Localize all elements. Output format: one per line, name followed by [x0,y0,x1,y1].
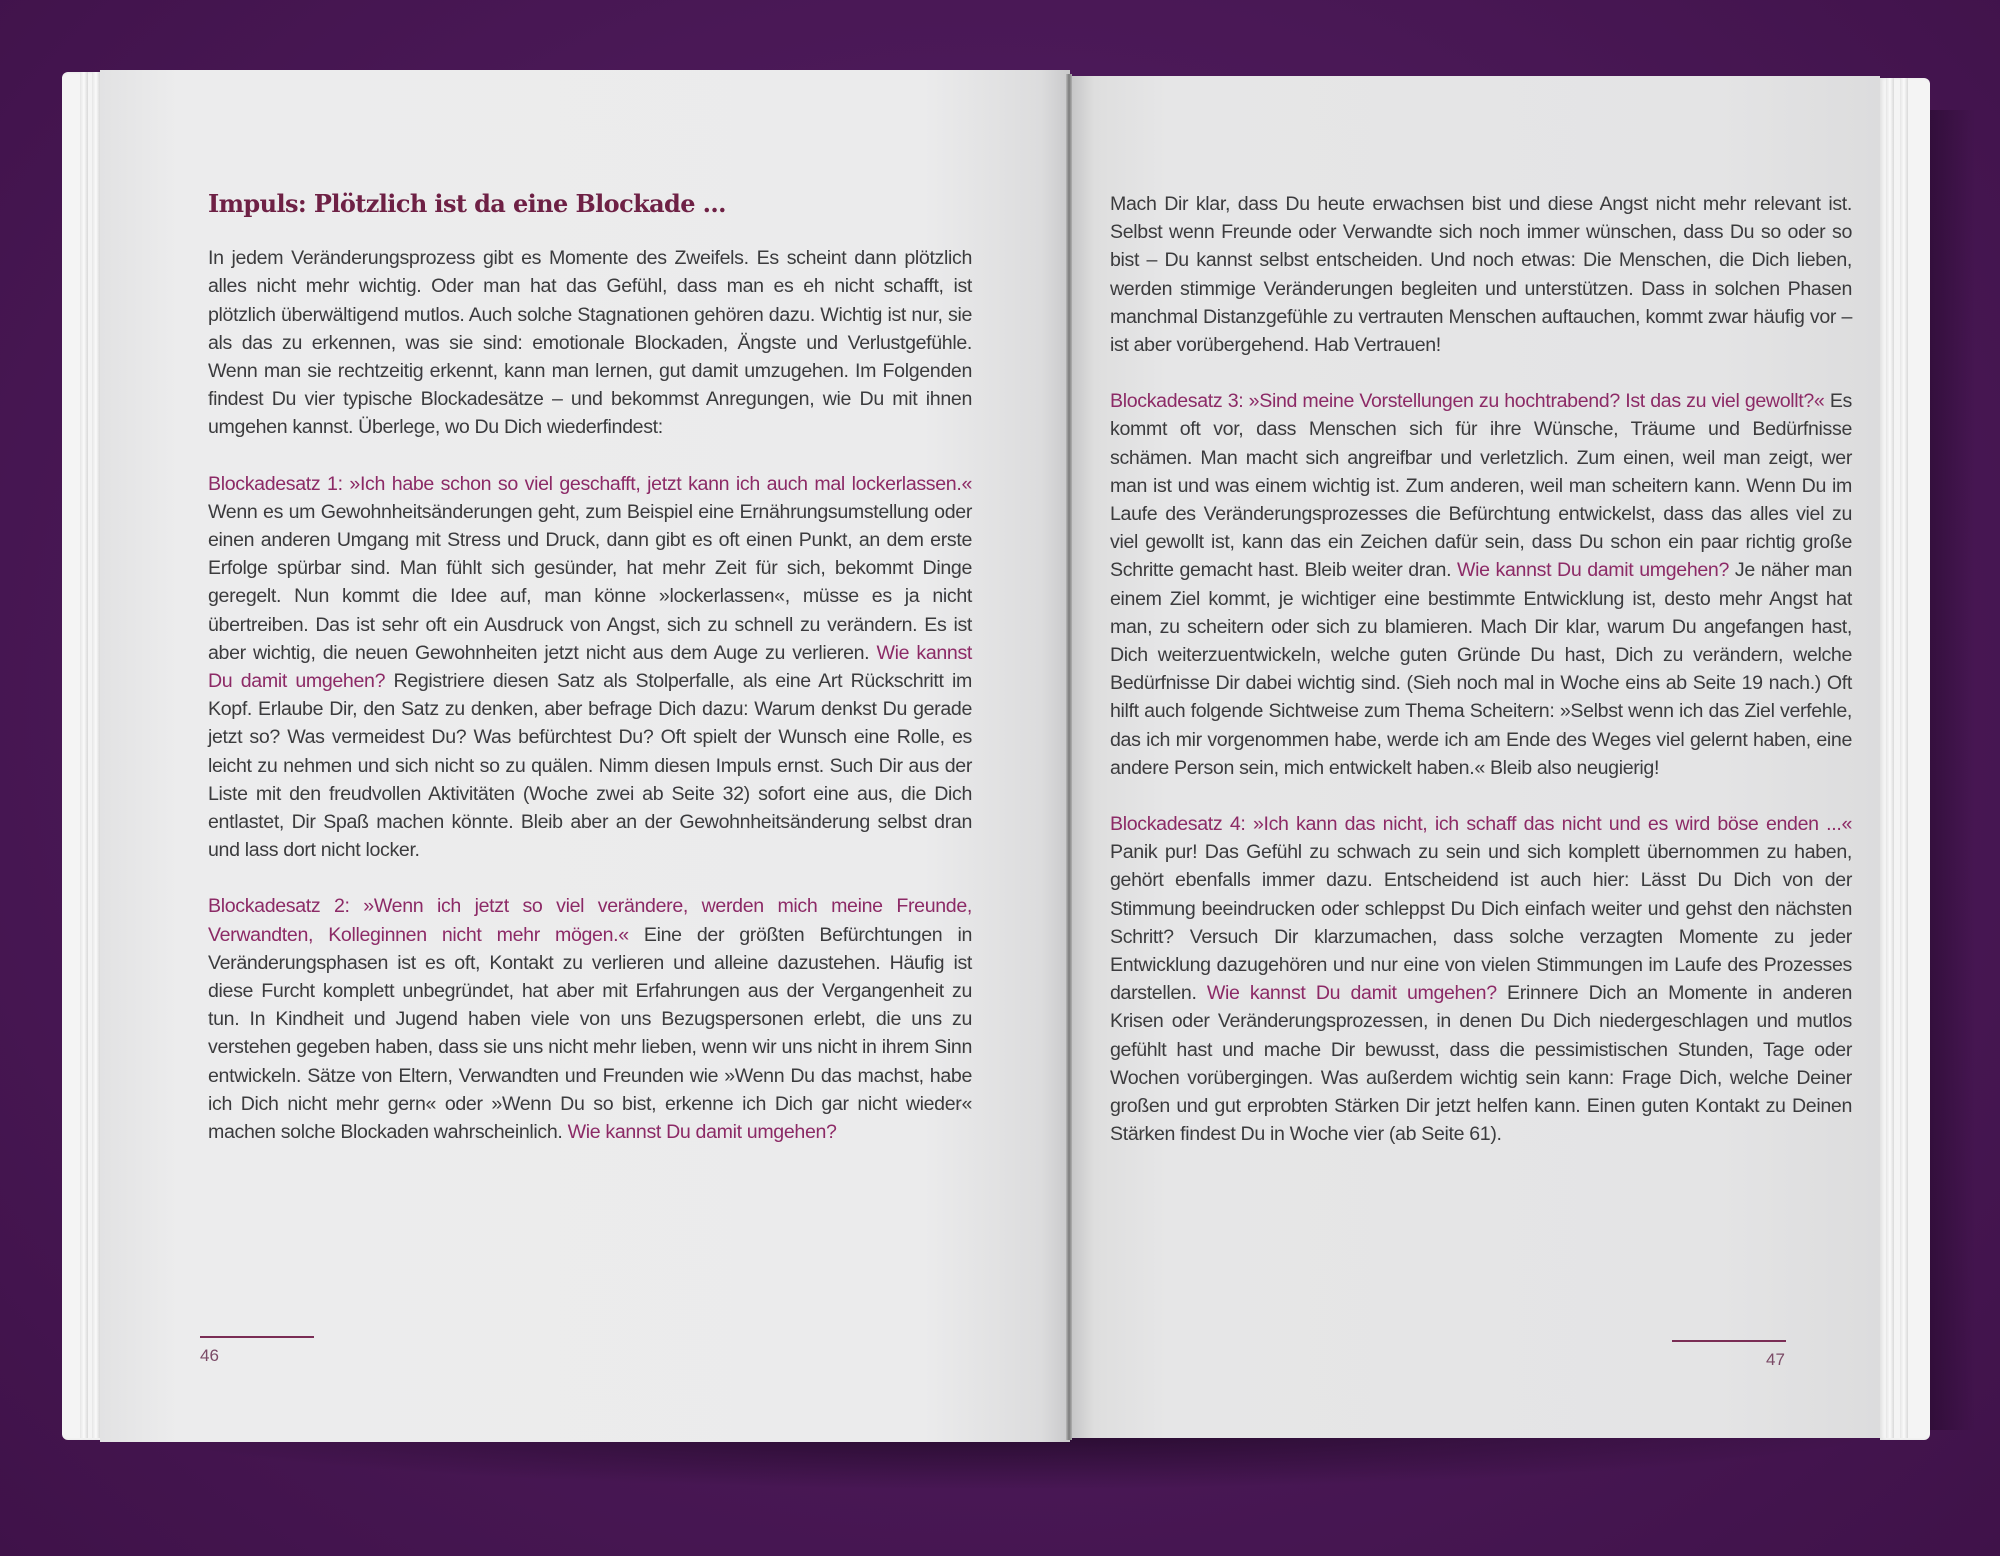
page-number-left: 46 [200,1346,219,1365]
blockade-3-text-b: Je näher man einem Ziel kommt, je wichtiger eine bestimmte Entwicklung ist, desto mehr Angst hat man, zu scheitern oder sich zu blamieren. Mach Dir klar, warum Du angefangen hast, Dich weiterzuentwickeln, welche guten Gründe Du hast, Dich zu verändern, welche Bedürfnisse Dir dabei wichtig sind. (Sieh noch mal in Woche eins ab Seite 19 nach.) Oft hilft auch folgende Sichtweise zum Thema Scheitern: »Selbst wenn ich das Ziel verfehle, das ich mir vorgenommen habe, werde ich am Ende des Weges viel gelernt haben, eine andere Person sein, mich entwickelt haben.« Bleib also neugierig! [1110,559,1852,779]
blockade-4-question: Wie kannst Du damit umgehen? [1206,982,1497,1005]
blockade-3-title: Blockadesatz 3: »Sind meine Vorstellungen zu hochtrabend? Ist das zu viel gewollt?« [1110,390,1825,413]
blockade-3-question: Wie kannst Du damit umgehen? [1457,559,1730,582]
book-gutter [1066,74,1072,1440]
blockade-4-text-a: Panik pur! Das Gefühl zu schwach zu sein und sich komplett übernommen zu haben, gehört ebenfalls immer dazu. Entscheidend ist auch hier: Lässt Du Dich von der Stimmung beeindrucken oder schleppst Du Dich einfach weiter und gehst den nächsten Schritt? Versuch Dir klarzumachen, dass solche verzagten Momente zu jeder Entwicklung dazugehören und nur eine von vielen Stimmungen im Laufe des Prozesses darstellen. [1110,841,1852,1005]
left-page-content [208,190,972,1146]
intro-text: In jedem Veränderungsprozess gibt es Momente des Zweifels. Es scheint dann plötzlich alles nicht mehr wichtig. Oder man hat das Gefühl, dass man es eh nicht schafft, ist plötzlich überwältigend mutlos. Auch solche Stagnationen gehören dazu. Wichtig ist nur, sie als das zu erkennen, was sie sind: emotionale Blockaden, Ängste und Verlustgefühle. Wenn man sie rechtzeitig erkennt, kann man lernen, gut damit umzugehen. Im Folgenden findest Du vier typische Blockadesätze – und bekommst Anregungen, wie Du mit ihnen umgehen kannst. Überlege, wo Du Dich wiederfindest: [208,247,972,439]
blockade-2-text-a: Eine der größten Befürchtungen in Veränderungsphasen ist es oft, Kontakt zu verlieren und alleine dazustehen. Häufig ist diese Furcht komplett unbegründet, hat aber mit Erfahrungen aus der Vergangenheit zu tun. In Kindheit und Jugend haben viele von uns Bezugspersonen erlebt, die uns zu verstehen gegeben haben, dass sie uns nicht mehr lieben, wenn wir uns nicht in ihrem Sinn entwickeln. Sätze von Eltern, Verwandten und Freunden wie »Wenn Du das machst, habe ich Dich nicht mehr gern« oder »Wenn Du so bist, erkenne ich Dich gar nicht wieder« machen solche Blockaden wahrscheinlich. [208,923,972,1144]
page-edges-left [80,72,88,1438]
blockade-1-question: Wie kannst Du damit umgehen? [208,641,973,693]
blockade-1-title: Blockadesatz 1: »Ich habe schon so viel geschafft, jetzt kann ich auch mal lockerlassen.« [208,472,972,495]
blockade-4-paragraph [1110,810,1852,1148]
blockade-4-text-b: Erinnere Dich an Momente in anderen Krisen oder Veränderungsprozessen, in denen Du Dich niedergeschlagen und mutlos gefühlt hast und mache Dir bewusst, dass die pessimistischen Stunden, Tage oder Wochen vorübergingen. Was außerdem wichtig sein kann: Frage Dich, welche Deiner großen und gut erprobten Stärken Dir jetzt helfen kann. Einen guten Kontakt zu Deinen Stärken findest Du in Woche vier (ab Seite 61). [1110,982,1852,1146]
blockade-1-text-a: Wenn es um Gewohnheitsänderungen geht, zum Beispiel eine Ernährungsumstellung oder einen anderen Umgang mit Stress und Druck, dann gibt es oft einen Punkt, an dem erste Erfolge spürbar sind. Man fühlt sich gesünder, hat mehr Zeit für sich, bekommt Dinge geregelt. Nun kommt die Idee auf, man könne »lockerlassen«, müsse es ja nicht übertreiben. Das ist sehr oft ein Ausdruck von Angst, sich zu schnell zu verändern. Es ist aber wichtig, die neuen Gewohnheiten jetzt nicht aus dem Auge zu verlieren. [208,500,972,664]
page-edges-left-inner [92,72,100,1438]
page-number-right: 47 [1766,1350,1785,1369]
blockade-2-title: Blockadesatz 2: »Wenn ich jetzt so viel verändere, werden mich meine Freunde, Verwandten, Kolleginnen nicht mehr mögen.« [208,895,972,946]
page-heading: Impuls: Plötzlich ist da eine Blockade ... [208,189,726,218]
blockade-3-text-a: Es kommt oft vor, dass Menschen sich für ihre Wünsche, Träume und Bedürfnisse schämen. Man macht sich angreifbar und verletzlich. Zum einen, weil man zeigt, wer man ist und was einem wichtig ist. Zum anderen, weil man scheitern kann. Wenn Du im Laufe des Veränderungsprozesses die Befürchtung entwickelst, dass das alles viel zu viel gewollt ist, kann das ein Zeichen dafür sein, dass Du schon ein paar richtig große Schritte gemacht hast. Bleib weiter dran. [1110,390,1853,582]
page-edges-right-inner [1886,78,1894,1438]
blockade-2-paragraph [208,892,972,1146]
continuation-text: Mach Dir klar, dass Du heute erwachsen bist und diese Angst nicht mehr relevant ist. Selbst wenn Freunde oder Verwandte sich noch immer wünschen, dass Du so oder so bist – Du kannst selbst entscheiden. Und noch etwas: Die Menschen, die Dich lieben, werden stimmige Veränderungen begleiten und unterstützen. Dass in solchen Phasen manchmal Distanzgefühle zu vertrauten Menschen auftauchen, kommt zwar häufig vor – ist aber vorübergehend. Hab Vertrauen! [1110,193,1852,357]
blockade-1-paragraph [208,470,972,865]
blockade-4-title: Blockadesatz 4: »Ich kann das nicht, ich schaff das nicht und es wird böse enden ...« [1110,813,1852,836]
intro-paragraph [208,244,972,441]
blockade-2-question: Wie kannst Du damit umgehen? [567,1121,837,1144]
blockade-3-paragraph [1110,387,1852,782]
open-book [62,70,1930,1442]
continuation-paragraph [1110,190,1852,359]
footer-rule-right [1672,1340,1786,1342]
page-edges-right [1900,78,1908,1438]
right-page-content [1110,190,1852,1149]
footer-rule-left [200,1336,314,1338]
blockade-1-text-b: Registriere diesen Satz als Stolperfalle, als eine Art Rückschritt im Kopf. Erlaube Dir, den Satz zu denken, aber befrage Dich dazu: Warum denkst Du gerade jetzt so? Was vermeidest Du? Was befürchtest Du? Oft spielt der Wunsch eine Rolle, es leicht zu nehmen und sich nicht so zu quälen. Nimm diesen Impuls ernst. Such Dir aus der Liste mit den freudvollen Aktivitäten (Woche zwei ab Seite 32) sofort eine aus, die Dich entlastet, Dir Spaß machen könnte. Bleib aber an der Gewohnheitsänderung selbst dran und lass dort nicht locker. [208,670,972,862]
